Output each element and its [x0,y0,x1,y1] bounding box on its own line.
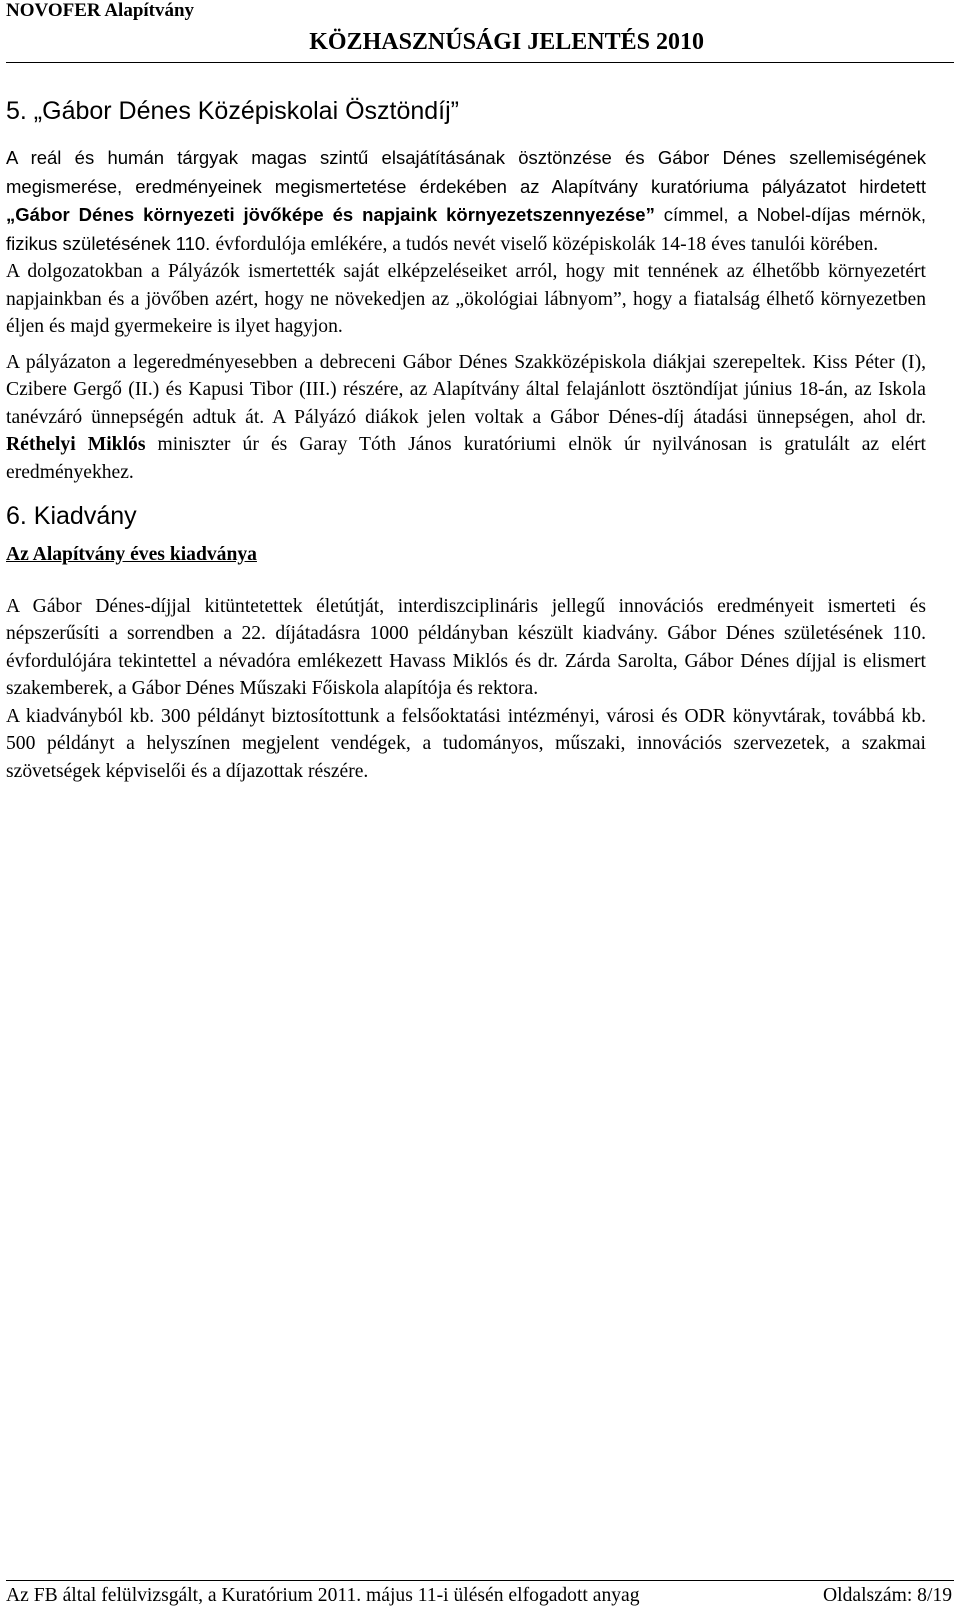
footer-page-number: Oldalszám: 8/19 [823,1585,952,1606]
document-body [6,96,926,785]
paragraph-text: A reál és humán tárgyak magas szintű elsajátításának ösztönzése és Gábor Dénes szellemiségének megismerése, eredményeinek megismertetése érdekében az Alapítvány kuratóriuma pályázatot hirdetett [6,147,926,197]
competition-title: „Gábor Dénes környezeti jövőképe és napjaink környezetszennyezése” [6,204,655,225]
minister-name: Réthelyi Miklós [6,434,146,455]
header-divider [6,62,954,63]
section-6-subheading: Az Alapítvány éves kiadványa [6,544,257,565]
section-6-paragraph-2: A kiadványból kb. 300 példányt biztosítottunk a felsőoktatási intézményi, városi és ODR könyvtárak, továbbá kb. 500 példányt a helyszínen megjelent vendégek, a tudományos, műszaki, innovációs szervezetek, a szakmai szövetségek képviselői és a díjazottak részére. [6,705,926,782]
section-5-paragraph-2: A dolgozatokban a Pályázók ismertették saját elképzeléseiket arról, hogy mit tennének az élhetőbb környezetért napjainkban és a jövőben azért, hogy ne növekedjen az „ökológiai lábnyom”, hogy a fiatalság élhető környezetben éljen és majd gyermekeire is ilyet hagyjon. [6,261,926,337]
paragraph-text: címmel, a Nobel-díjas mérnök, fizikus születésének 110. [6,204,926,254]
header-org: NOVOFER Alapítvány [6,0,195,21]
paragraph-text: miniszter úr és Garay Tóth János kuratóriumi elnök úr nyilvánosan is gratulált az elért eredményekhez. [6,434,927,483]
section-6-heading: 6. Kiadvány [6,502,137,530]
section-5-paragraph-3 [6,349,926,487]
footer-approval-note: Az FB által felülvizsgált, a Kuratórium 2011. május 11-i ülésén elfogadott anyag [6,1585,640,1606]
section-5-paragraph-1 [6,144,926,258]
section-6-paragraph-1: A Gábor Dénes-díjjal kitüntetettek életútját, interdiszciplináris jellegű innovációs eredményeit ismerteti és népszerűsíti a sorrendben a 22. díjátadásra 1000 példányban készült kiadvány. Gábor Dénes születésének 110. évfordulójára tekintettel a névadóra emlékezett Havass Miklós és dr. Zárda Sarolta, Gábor Dénes díjjal is elismert szakemberek, a Gábor Dénes Műszaki Főiskola alapítója és rektora. [6,595,926,699]
footer-divider [6,1580,954,1581]
paragraph-text: évfordulója emlékére, a tudós nevét viselő középiskolák 14-18 éves tanulói körében. [215,233,879,255]
header-report-title: KÖZHASZNÚSÁGI JELENTÉS 2010 [309,29,704,55]
section-5-heading: 5. „Gábor Dénes Középiskolai Ösztöndíj” [6,97,459,125]
paragraph-text: A pályázaton a legeredményesebben a debreceni Gábor Dénes Szakközépiskola diákjai szerepeltek. Kiss Péter (I), Czibere Gergő (II.) és Kapusi Tibor (III.) részére, az Alapítvány által felajánlott ösztöndíjat június 18-án, az Iskola tanévzáró ünnepségén adtuk át. A Pályázó diákok jelen voltak a Gábor Dénes-díj átadási ünnepségen, ahol dr. [6,351,926,428]
